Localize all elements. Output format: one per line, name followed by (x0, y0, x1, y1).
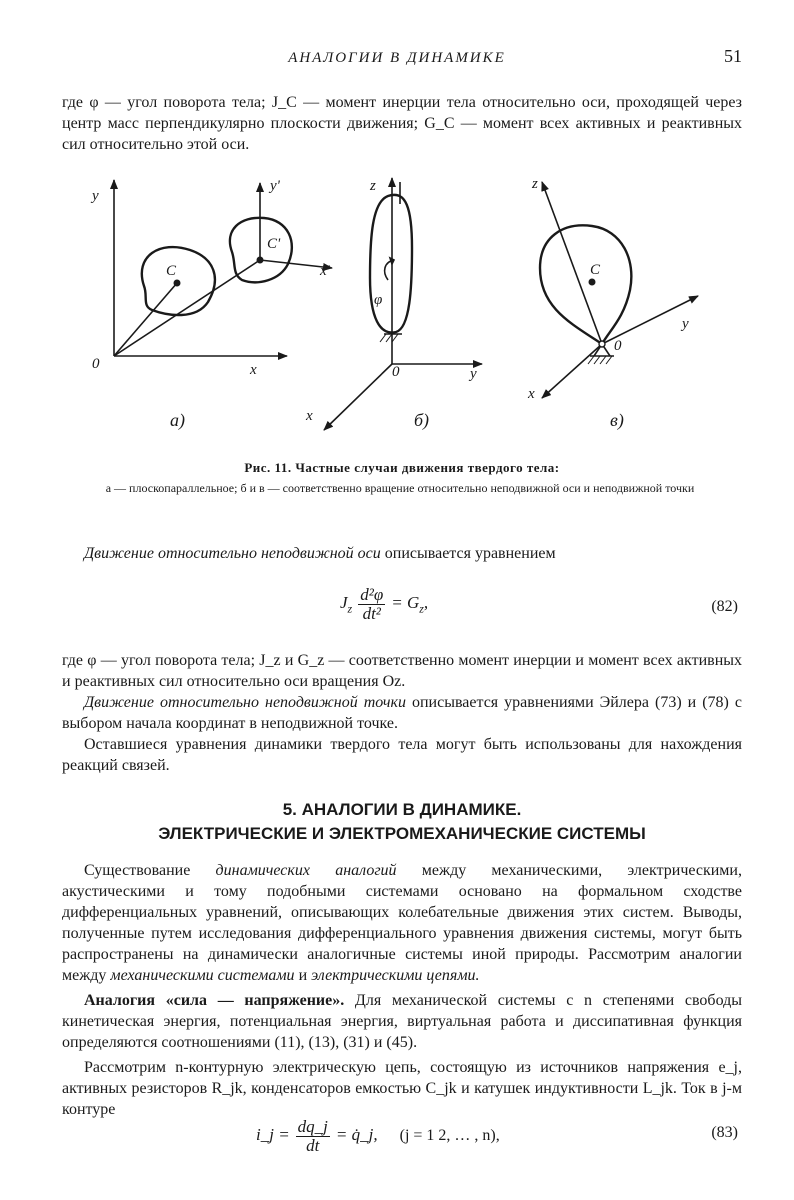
after-eq82 (62, 650, 742, 776)
label-panel-b: б) (414, 410, 430, 430)
equation-83-number: (83) (711, 1124, 738, 1141)
figure-drawing (62, 168, 742, 448)
body-paragraph-1: Существование динамических аналогий между механическими, электрическими, акустическими и тому подобными системами основано на формальном сходстве дифференциальных уравнений, описывающих колебательные движения этих систем. Выводы, полученные путем исследования дифференциального уравнения движения системы, могут быть распространены на динамически аналогичные системы иной природы. Рассмотрим аналогии между механическими системами и электрическими цепями. (62, 862, 742, 984)
fixed-axis-italic: Движение относительно неподвижной оси (84, 545, 381, 562)
label-phi-b: φ (374, 292, 383, 308)
figure-caption-body: а — плоскопараллельное; б и в — соответственно вращение относительно неподвижной оси и неподвижной точки (105, 481, 695, 495)
label-y1-a: y' (270, 178, 280, 194)
label-panel-a: а) (170, 410, 185, 430)
label-c-a: C (166, 263, 177, 279)
page-number: 51 (724, 46, 742, 66)
label-c1-a: C' (267, 236, 281, 252)
section-heading-line1: 5. АНАЛОГИИ В ДИНАМИКЕ. (282, 800, 522, 819)
point-c1-a (257, 257, 264, 264)
radius-c1-a (114, 260, 260, 356)
label-x-a: x (250, 362, 257, 378)
body-contour-b (370, 195, 412, 333)
body-paragraph-2: Аналогия «сила — напряжение». Для механической системы с n степенями свободы кинетическая энергия, потенциальная энергия, виртуальная работа и диссипативная функция определяются соотношениями (11), (13), (31) и (45). (62, 992, 742, 1051)
body-contour-a-moved (230, 218, 292, 282)
label-x1-a: x' (320, 263, 330, 279)
fixed-point-italic: Движение относительно неподвижной точки (84, 694, 406, 711)
equation-82-number: (82) (711, 598, 738, 615)
axis-x-c (542, 344, 602, 398)
label-x-b: x (306, 408, 313, 424)
point-c-a (174, 280, 181, 287)
fixed-axis-rest: описывается уравнением (380, 545, 556, 562)
running-header: АНАЛОГИИ В ДИНАМИКЕ (288, 50, 506, 66)
figure-11 (62, 168, 742, 448)
label-c-c: C (590, 262, 601, 278)
axis-x-b (324, 364, 392, 430)
label-origin-a: 0 (92, 356, 100, 372)
intro-text: где φ — угол поворота тела; J_C — момент инерции тела относительно оси, проходящей через центр масс перпендикулярно плоскости движения; G_C — момент всех активных и реактивных сил относительно этой оси. (62, 94, 742, 153)
pivot-point-c (599, 341, 605, 347)
point-c-c (589, 279, 596, 286)
eq82-denominator: dt² (362, 604, 381, 623)
body-paragraph-3: Рассмотрим n-контурную электрическую цепь, состоящую из источников напряжения e_j, активных резисторов R_jk, конденсаторов емкостью C_jk и катушек индуктивности L_jk. Ток в j-м контуре (62, 1059, 742, 1118)
remaining-text: Оставшиеся уравнения динамики твердого тела могут быть использованы для нахождения реакций связей. (62, 736, 742, 774)
fixed-axis-lead (62, 543, 742, 564)
section-body (62, 860, 742, 1120)
body-contour-c (540, 225, 631, 344)
figure-caption-title: Рис. 11. Частные случаи движения твердого тела: (244, 460, 560, 475)
equation-82: $J_z$ $\frac{\text{d²φ}}{\text{dt²}}$ = $G_z$, (340, 585, 429, 623)
intro-paragraph (62, 92, 742, 155)
section-heading-line2: ЭЛЕКТРИЧЕСКИЕ И ЭЛЕКТРОМЕХАНИЧЕСКИЕ СИСТЕМЫ (158, 824, 646, 843)
label-panel-c: в) (610, 410, 624, 430)
label-origin-c: 0 (614, 338, 622, 354)
label-y-b: y (470, 366, 477, 382)
label-z-b: z (370, 178, 376, 194)
section-heading (62, 798, 742, 846)
equation-83: i_j = $\frac{dq\_j}{dt}$ = q̇_j, (j = 1 2, … , n), (256, 1117, 500, 1155)
label-z-c: z (532, 176, 538, 192)
eq82-numerator: d²φ (360, 585, 384, 604)
eq83-numerator: dq_j (297, 1117, 328, 1136)
fixed-point-rest: описывается уравнениями Эйлера (73) и (78) с выбором начала координат в неподвижной точке. (62, 694, 742, 732)
eq83-denominator: dt (306, 1136, 320, 1155)
after-eq82-text: где φ — угол поворота тела; J_z и G_z — соответственно момент инерции и момент всех активных и реактивных сил относительно оси вращения Oz. (62, 652, 742, 690)
label-y-c: y (682, 316, 689, 332)
label-origin-b: 0 (392, 364, 400, 380)
label-x-c: x (528, 386, 535, 402)
label-y-a: y (92, 188, 99, 204)
